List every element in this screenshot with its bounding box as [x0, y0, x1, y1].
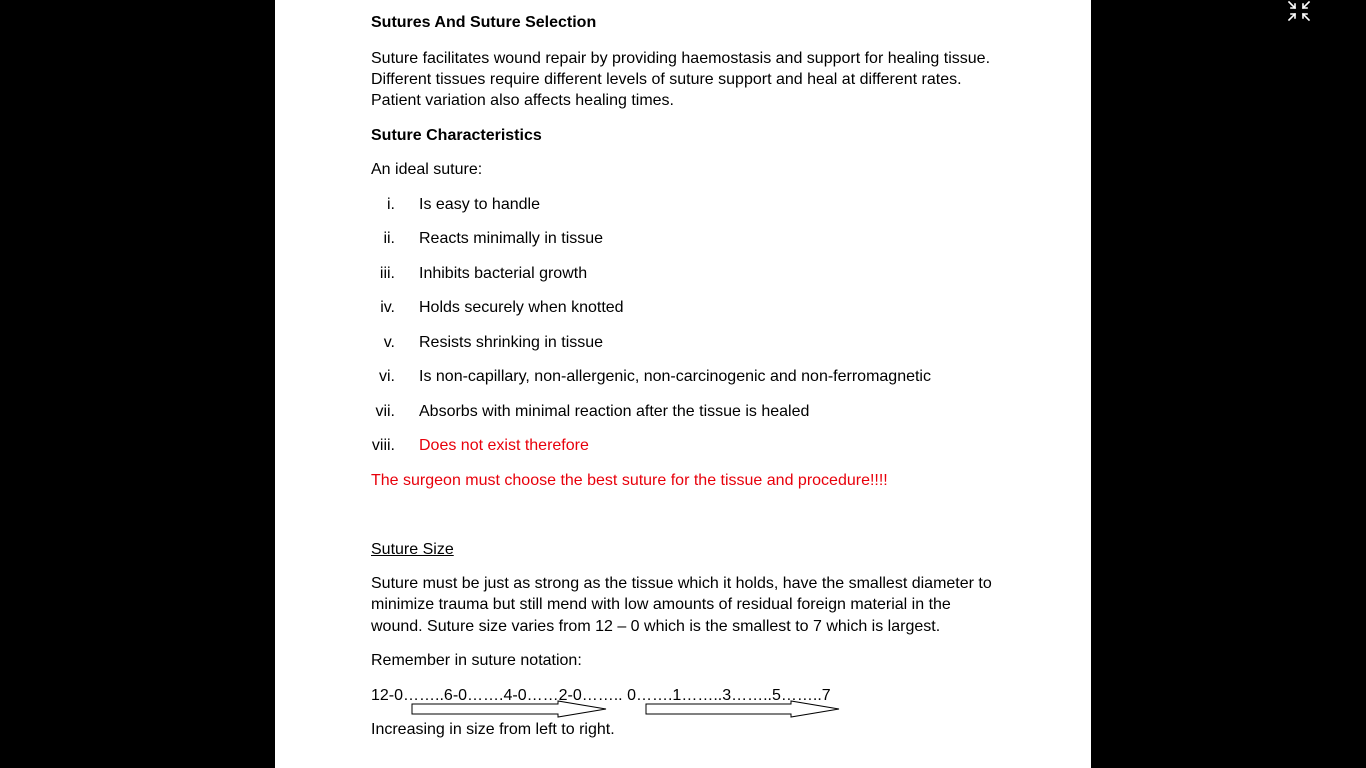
- list-item-text: Inhibits bacterial growth: [419, 265, 588, 282]
- list-item-text-highlighted: Does not exist therefore: [419, 437, 589, 454]
- list-item-text: Reacts minimally in tissue: [419, 230, 604, 247]
- list-numeral: iii.: [379, 265, 395, 282]
- surgeon-note: The surgeon must choose the best suture for the tissue and procedure!!!!: [371, 472, 888, 489]
- list-numeral: vii.: [375, 403, 395, 420]
- list-item: [371, 194, 1031, 216]
- document-page: [275, 0, 1091, 768]
- size-para-line-1: Suture must be just as strong as the tissue which it holds, have the smallest diameter to: [371, 575, 992, 592]
- characteristics-heading: Suture Characteristics: [371, 127, 542, 144]
- document-title: Sutures And Suture Selection: [371, 14, 597, 31]
- list-item-text: Is non-capillary, non-allergenic, non-carcinogenic and non-ferromagnetic: [419, 368, 931, 385]
- list-item-text: Resists shrinking in tissue: [419, 334, 604, 351]
- list-item: [371, 401, 1031, 423]
- size-para-line-2: minimize trauma but still mend with low amounts of residual foreign material in the: [371, 596, 951, 613]
- exit-fullscreen-icon[interactable]: [1287, 0, 1311, 22]
- list-numeral: vi.: [379, 368, 395, 385]
- intro-line-1: Suture facilitates wound repair by providing haemostasis and support for healing tissue.: [371, 50, 991, 67]
- intro-line-2: Different tissues require different levels of suture support and heal at different rates.: [371, 71, 962, 88]
- list-item-text: Holds securely when knotted: [419, 299, 624, 316]
- list-item: [371, 228, 1031, 250]
- list-item: [371, 435, 1031, 457]
- size-para-line-3: wound. Suture size varies from 12 – 0 which is the smallest to 7 which is largest.: [371, 618, 941, 635]
- notation-intro: Remember in suture notation:: [371, 652, 582, 669]
- list-numeral: v.: [383, 334, 395, 351]
- list-item: [371, 366, 1031, 388]
- list-numeral: iv.: [380, 299, 395, 316]
- list-numeral: i.: [387, 196, 395, 213]
- size-scale: 12-0……..6-0…….4-0……2-0…….. 0…….1……..3……..5……..7: [371, 687, 831, 704]
- list-item-text: Is easy to handle: [419, 196, 540, 213]
- intro-line-3: Patient variation also affects healing times.: [371, 92, 674, 109]
- list-item-text: Absorbs with minimal reaction after the tissue is healed: [419, 403, 810, 420]
- ideal-suture-intro: An ideal suture:: [371, 161, 483, 178]
- scale-caption: Increasing in size from left to right.: [371, 721, 615, 738]
- list-item: [371, 332, 1031, 354]
- list-item: [371, 297, 1031, 319]
- list-item: [371, 263, 1031, 285]
- suture-size-heading: Suture Size: [371, 541, 454, 558]
- list-numeral: ii.: [383, 230, 395, 247]
- list-numeral: viii.: [371, 437, 395, 454]
